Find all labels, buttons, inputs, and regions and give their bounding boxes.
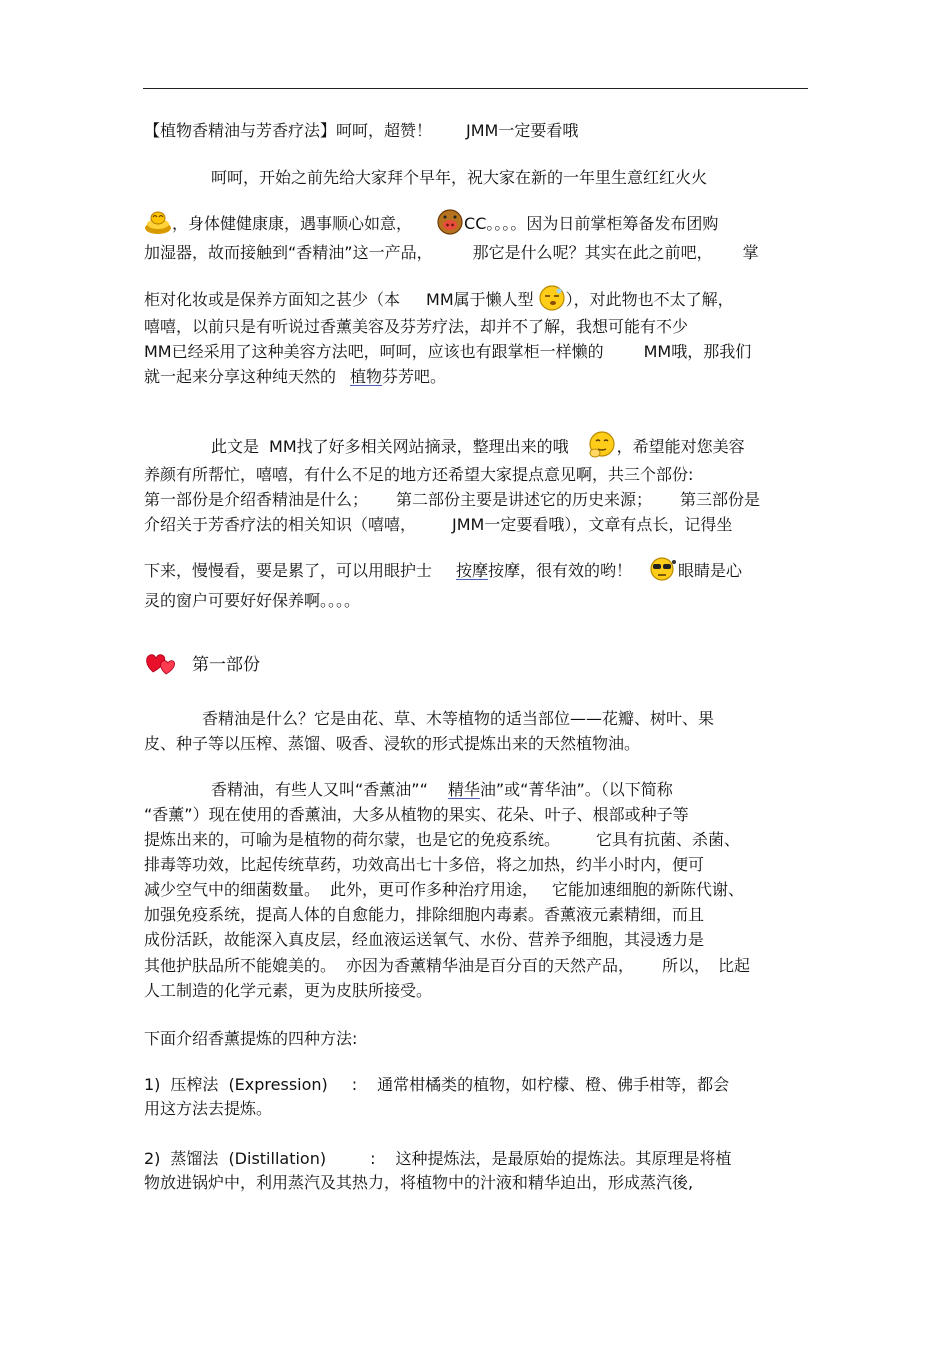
intro-line-6: MM已经采用了这种美容方法吧，呵呵，应该也有跟掌柜一样懒的 MM哦，那我们 — [144, 342, 752, 361]
intro-line-7: 就一起来分享这种纯天然的 植物芬芳吧。 — [144, 367, 447, 386]
para4-line-2: “香薰”）现在使用的香薰油，大多从植物的果实、花朵、叶子、根部或种子等 — [144, 805, 689, 824]
para4-line-6: 加强免疫系统，提高人体的自愈能力，排除细胞内毒素。香薰液元素精细，而且 — [144, 905, 705, 924]
link-essence[interactable]: 精华 — [447, 780, 480, 799]
intro-line-5: 嘻嘻，以前只是有听说过香薰美容及芬芳疗法，却并不了解，我想可能有不少 — [144, 317, 689, 336]
para3-line-2: 皮、种子等以压榨、蒸馏、吸香、浸软的形式提炼出来的天然植物油。 — [144, 734, 641, 753]
para4-line-4: 排毒等功效，比起传统草药，功效高出七十多倍，将之加热，约半小时内，便可 — [144, 855, 705, 874]
para4-line-9: 人工制造的化学元素，更为皮肤所接受。 — [144, 981, 433, 1000]
para4-line-8: 其他护肤品所不能媲美的。 亦因为香薰精华油是百分百的天然产品， 所以， 比起 — [144, 956, 751, 975]
para4-line-1: 香精油，有些人又叫“香薰油”“ 精华油”或“菁华油”。（以下简称 — [211, 780, 673, 799]
section-1-title: 第一部份 — [192, 655, 260, 675]
para4-line-7: 成份活跃，故能深入真皮层，经血液运送氧气、水份、营养予细胞，其浸透力是 — [144, 930, 705, 949]
para2-line-3: 第一部份是介绍香精油是什么； 第二部份主要是讲述它的历史来源； 第三部份是 — [144, 490, 761, 509]
double-heart-icon — [144, 650, 176, 681]
section-1-heading — [144, 650, 260, 681]
intro-line-2: ，身体健健康康，遇事顺心如意， CC。。。。因为日前掌柜筹备发布团购 — [144, 208, 718, 241]
thinking-emoticon — [587, 431, 617, 464]
title-line: 【植物香精油与芳香疗法】呵呵，超赞！ JMM一定要看哦 — [144, 121, 579, 140]
angry-emoticon — [648, 556, 678, 587]
para2-line-1: 此文是 MM找了好多相关网站摘录，整理出来的哦 ，希望能对您美容 — [211, 431, 745, 464]
method-1-line-2: 用这方法去提炼。 — [144, 1099, 273, 1118]
pig-emoticon — [436, 208, 464, 241]
intro-line-3: 加湿器，故而接触到“香精油”这一产品， 那它是什么呢？其实在此之前吧， 掌 — [144, 243, 759, 262]
intro-line-4: 柜对化妆或是保养方面知之甚少（本 MM属于懒人型 ），对此物也不太了解， — [144, 284, 734, 317]
method-1-line-1: 1) 压榨法 (Expression) : 通常柑橘类的植物，如柠檬、橙、佛手柑等，都会 — [144, 1075, 730, 1094]
intro-line-1: 呵呵，开始之前先给大家拜个早年，祝大家在新的一年里生意红红火火 — [211, 168, 708, 187]
para4-line-5: 减少空气中的细菌数量。 此外，更可作多种治疗用途， 它能加速细胞的新陈代谢、 — [144, 880, 745, 899]
para2-line-2: 养颜有所帮忙，嘻嘻，有什么不足的地方还希望大家提点意见啊，共三个部份: — [144, 465, 694, 484]
para2-line-5: 下来，慢慢看，要是累了，可以用眼护士 按摩按摩，很有效的哟！ 眼睛是心 — [144, 556, 742, 587]
para4-line-3: 提炼出来的，可喻为是植物的荷尔蒙，也是它的免疫系统。 它具有抗菌、杀菌、 — [144, 830, 741, 849]
method-2-line-1: 2) 蒸馏法 (Distillation) : 这种提炼法，是最原始的提炼法。其原理是将植 — [144, 1149, 732, 1168]
method-2-line-2: 物放进锅炉中，利用蒸汽及其热力，将植物中的汁液和精华迫出，形成蒸汽後, — [144, 1173, 694, 1192]
header-rule — [143, 88, 808, 89]
para3-line-1: 香精油是什么？它是由花、草、木等植物的适当部位——花瓣、树叶、果 — [202, 709, 715, 728]
link-plant[interactable]: 植物 — [350, 367, 383, 386]
para2-line-6: 灵的窗户可要好好保养啊。。。。 — [144, 591, 361, 610]
link-massage[interactable]: 按摩 — [456, 561, 489, 580]
sleepy-emoticon — [538, 284, 566, 317]
gold-ingot-emoticon — [144, 209, 172, 240]
para2-line-4: 介绍关于芳香疗法的相关知识（嘻嘻， JMM一定要看哦），文章有点长，记得坐 — [144, 515, 733, 534]
methods-intro: 下面介绍香薰提炼的四种方法: — [144, 1029, 358, 1048]
